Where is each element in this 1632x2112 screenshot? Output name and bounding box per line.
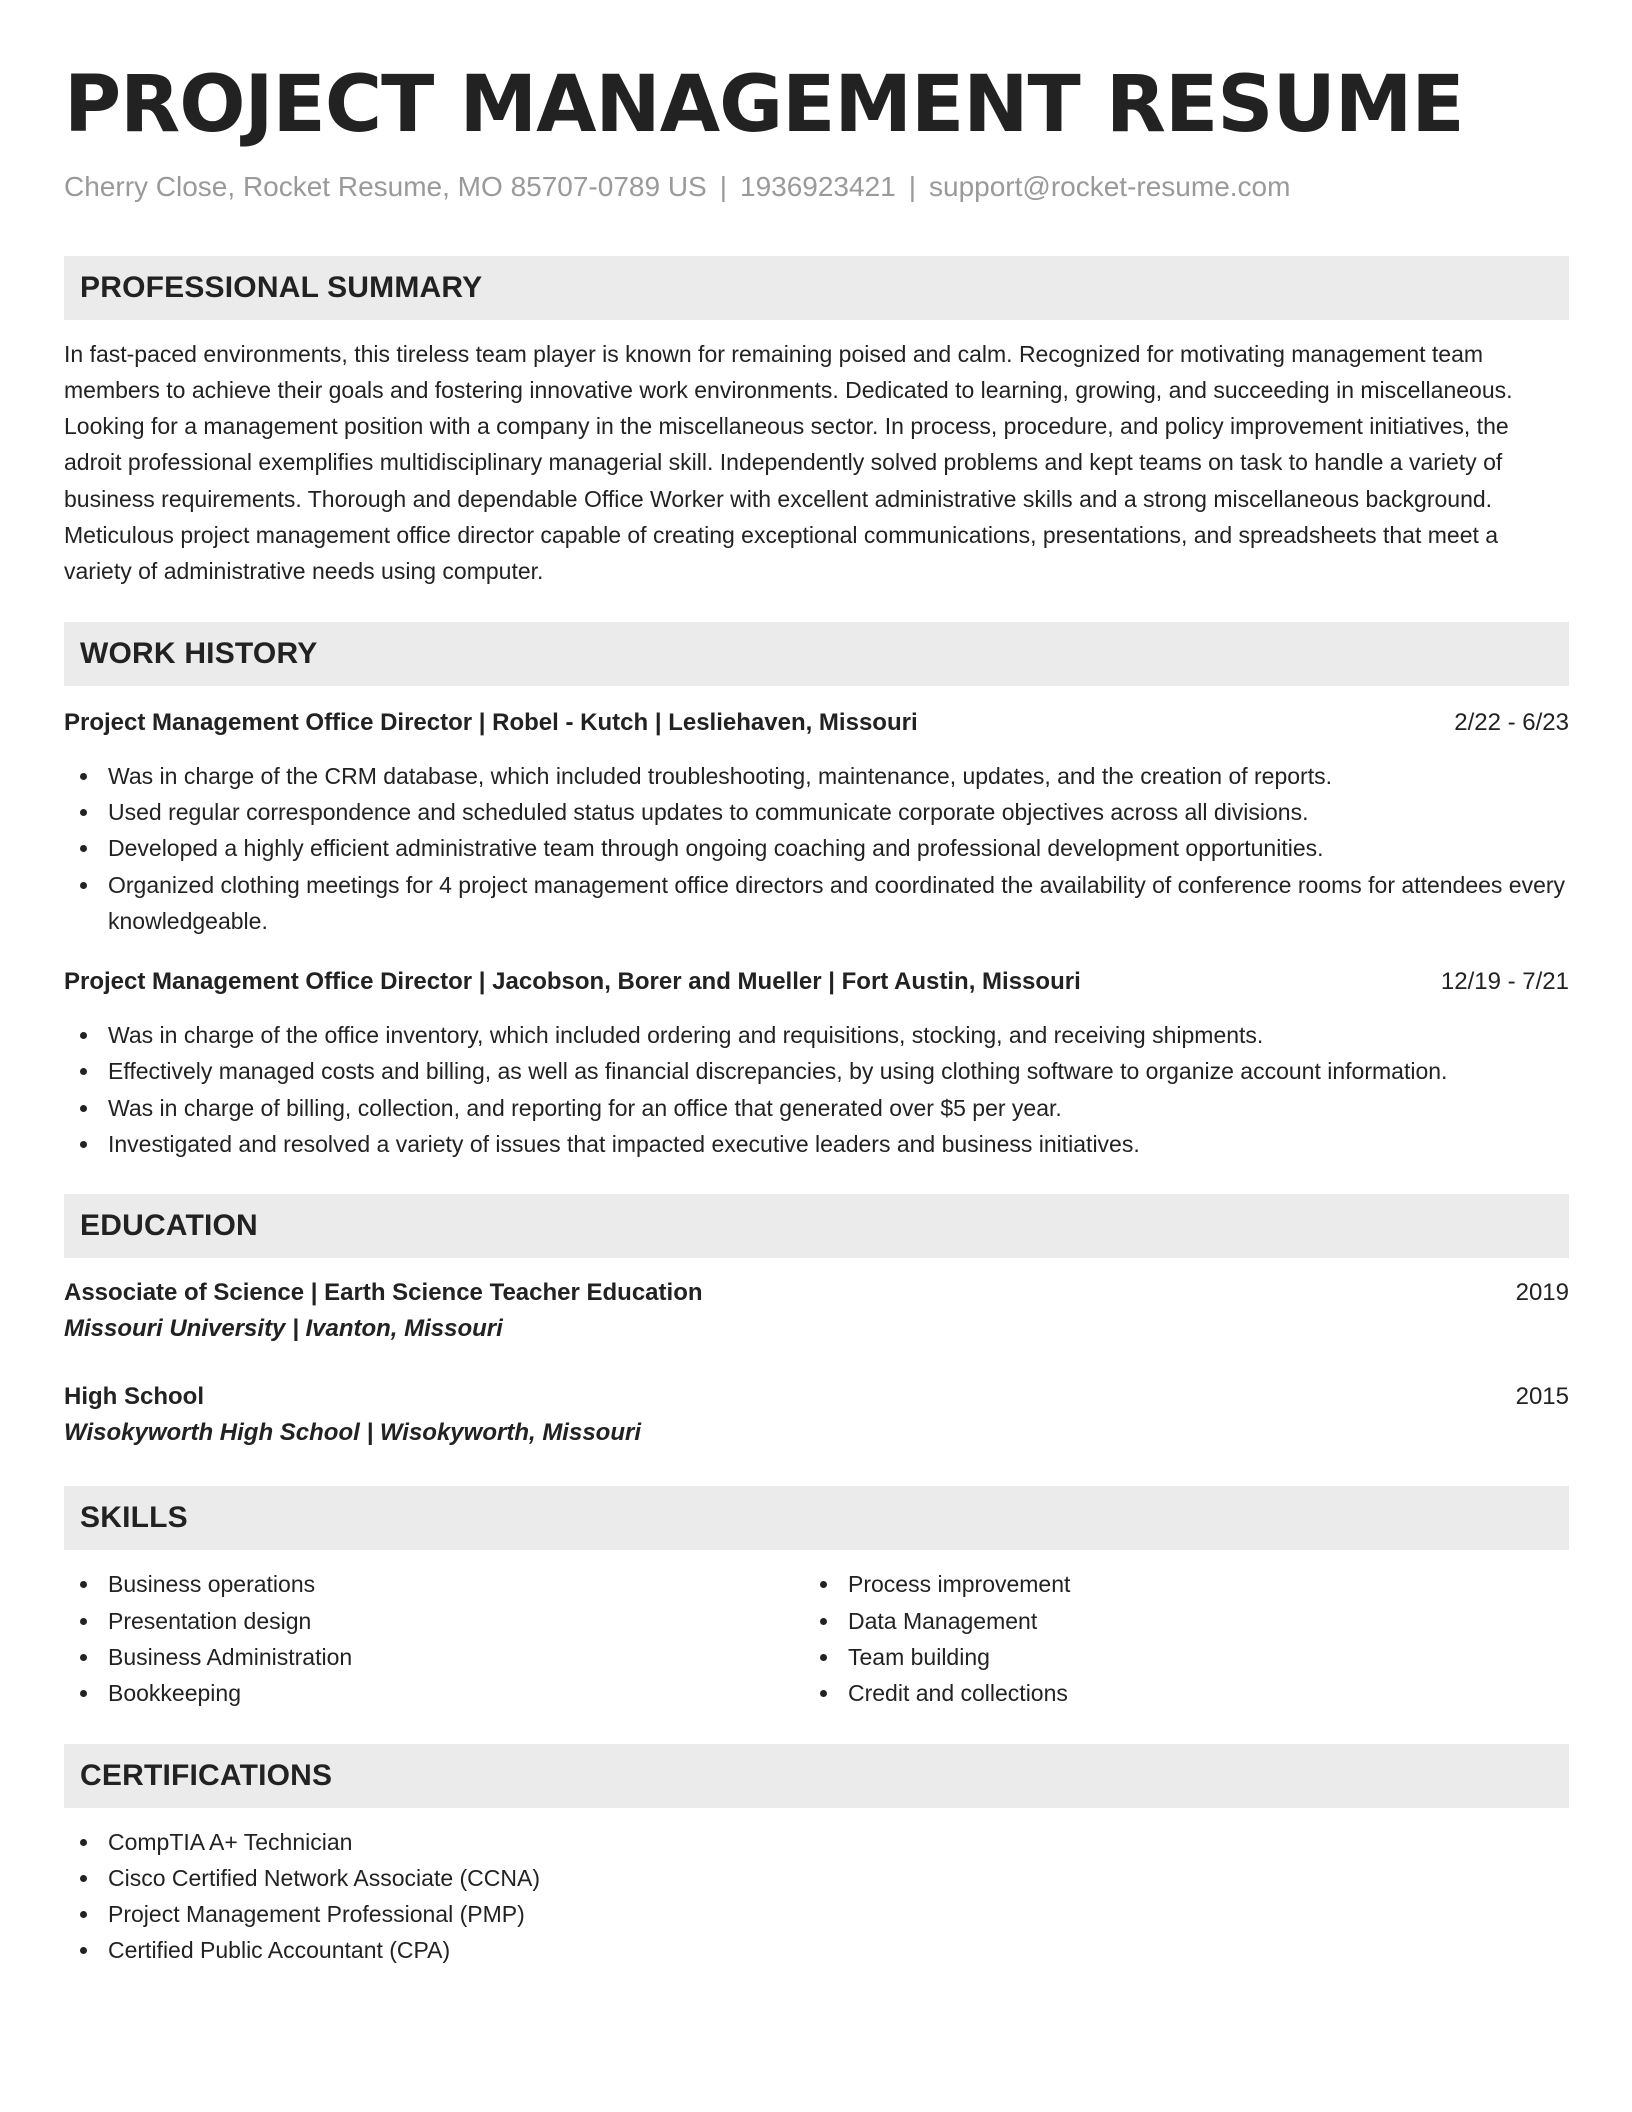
list-item bbox=[64, 1675, 804, 1711]
list-item bbox=[64, 1017, 1569, 1053]
job-title: Project Management Office Director | Jacobson, Borer and Mueller | Fort Austin, Missouri bbox=[64, 968, 1081, 996]
skill-text: Bookkeeping bbox=[108, 1680, 241, 1707]
education-header-row bbox=[64, 1276, 1569, 1310]
skill-text: Process improvement bbox=[848, 1571, 1071, 1598]
bullet-icon bbox=[80, 1947, 87, 1954]
summary-text: In fast-paced environments, this tireless team player is known for remaining poised and calm. Recognized for motivating management team members to achieve their goals and fostering innovative work environments. Dedicated to learning, growing, and succeeding in miscellaneous. Looking for a management position with a company in the miscellaneous sector. In process, procedure, and policy improvement initiatives, the adroit professional exemplifies multidisciplinary managerial skill. Independently solved problems and kept teams on task to handle a variety of business requirements. Thorough and dependable Office Worker with excellent administrative skills and a strong miscellaneous background. Meticulous project management office director capable of creating exceptional communications, presentations, and spreadsheets that meet a variety of administrative needs using computer. bbox=[64, 340, 1513, 585]
job-entry bbox=[64, 706, 1569, 939]
job-bullet-list bbox=[64, 758, 1569, 939]
education-degree: High School bbox=[64, 1383, 204, 1411]
list-item-text: Was in charge of the CRM database, which included troubleshooting, maintenance, updates, and the creation of reports. bbox=[108, 762, 1332, 789]
list-item bbox=[64, 758, 1569, 794]
bullet-icon bbox=[820, 1654, 827, 1661]
bullet-icon bbox=[80, 1911, 87, 1918]
bullet-icon bbox=[80, 1581, 87, 1588]
contact-separator: | bbox=[908, 171, 917, 202]
certifications-list bbox=[64, 1824, 1569, 1969]
contact-line bbox=[64, 170, 1569, 204]
skill-text: Business Administration bbox=[108, 1643, 353, 1670]
list-item bbox=[804, 1639, 1544, 1675]
bullet-icon bbox=[80, 1690, 87, 1697]
education-school: Missouri University | Ivanton, Missouri bbox=[64, 1315, 503, 1343]
bullet-icon bbox=[80, 882, 87, 889]
list-item-text: Organized clothing meetings for 4 project management office directors and coordinated the availability of conference rooms for attendees every knowledgeable. bbox=[108, 871, 1566, 934]
education-entry bbox=[64, 1380, 1569, 1452]
section-header-summary: PROFESSIONAL SUMMARY bbox=[64, 256, 1569, 320]
contact-email: support@rocket-resume.com bbox=[929, 171, 1291, 202]
resume-title: PROJECT MANAGEMENT RESUME bbox=[64, 60, 1464, 150]
certification-text: Cisco Certified Network Associate (CCNA) bbox=[108, 1864, 541, 1891]
list-item-text: Was in charge of billing, collection, and reporting for an office that generated over $5 per year. bbox=[108, 1094, 1062, 1121]
list-item-text: Was in charge of the office inventory, which included ordering and requisitions, stocking, and receiving shipments. bbox=[108, 1022, 1264, 1049]
list-item bbox=[804, 1603, 1544, 1639]
section-header-work-history: WORK HISTORY bbox=[64, 622, 1569, 686]
list-item bbox=[64, 1896, 1569, 1932]
job-dates: 2/22 - 6/23 bbox=[1454, 708, 1569, 736]
skill-text: Team building bbox=[848, 1643, 990, 1670]
education-entry bbox=[64, 1276, 1569, 1348]
certification-text: Project Management Professional (PMP) bbox=[108, 1901, 525, 1928]
list-item bbox=[64, 1932, 1569, 1968]
list-item bbox=[64, 794, 1569, 830]
job-header-row bbox=[64, 965, 1569, 999]
section-header-certifications: CERTIFICATIONS bbox=[64, 1744, 1569, 1808]
list-item bbox=[64, 1860, 1569, 1896]
skill-text: Credit and collections bbox=[848, 1680, 1068, 1707]
bullet-icon bbox=[80, 1105, 87, 1112]
certification-text: CompTIA A+ Technician bbox=[108, 1828, 353, 1855]
bullet-icon bbox=[820, 1690, 827, 1697]
education-year: 2015 bbox=[1515, 1383, 1569, 1411]
skills-list-right bbox=[804, 1566, 1544, 1711]
bullet-icon bbox=[80, 809, 87, 816]
bullet-icon bbox=[80, 1032, 87, 1039]
job-bullet-list bbox=[64, 1017, 1569, 1162]
resume-page bbox=[64, 56, 1569, 1969]
bullet-icon bbox=[80, 845, 87, 852]
education-degree: Associate of Science | Earth Science Teacher Education bbox=[64, 1279, 703, 1307]
skill-text: Presentation design bbox=[108, 1607, 312, 1634]
bullet-icon bbox=[820, 1581, 827, 1588]
list-item bbox=[64, 867, 1569, 940]
list-item bbox=[64, 830, 1569, 866]
education-school: Wisokyworth High School | Wisokyworth, Missouri bbox=[64, 1419, 641, 1447]
bullet-icon bbox=[80, 1875, 87, 1882]
certification-text: Certified Public Accountant (CPA) bbox=[108, 1937, 451, 1964]
skill-text: Data Management bbox=[848, 1607, 1038, 1634]
list-item-text: Effectively managed costs and billing, as well as financial discrepancies, by using clothing software to organize account information. bbox=[108, 1058, 1448, 1085]
bullet-icon bbox=[820, 1618, 827, 1625]
bullet-icon bbox=[80, 1654, 87, 1661]
list-item-text: Used regular correspondence and scheduled status updates to communicate corporate objectives across all divisions. bbox=[108, 798, 1309, 825]
list-item bbox=[804, 1675, 1544, 1711]
list-item bbox=[804, 1566, 1544, 1602]
contact-separator: | bbox=[719, 171, 727, 202]
education-year: 2019 bbox=[1515, 1279, 1569, 1307]
list-item-text: Investigated and resolved a variety of issues that impacted executive leaders and business initiatives. bbox=[108, 1131, 1140, 1158]
list-item bbox=[64, 1603, 804, 1639]
list-item bbox=[64, 1566, 804, 1602]
list-item bbox=[64, 1053, 1569, 1089]
contact-phone: 1936923421 bbox=[740, 171, 896, 202]
bullet-icon bbox=[80, 1618, 87, 1625]
section-header-education: EDUCATION bbox=[64, 1194, 1569, 1258]
list-item bbox=[64, 1090, 1569, 1126]
bullet-icon bbox=[80, 1141, 87, 1148]
bullet-icon bbox=[80, 773, 87, 780]
job-dates: 12/19 - 7/21 bbox=[1440, 968, 1569, 996]
list-item-text: Developed a highly efficient administrative team through ongoing coaching and professional development opportunities. bbox=[108, 835, 1324, 862]
list-item bbox=[64, 1824, 1569, 1860]
skills-grid bbox=[64, 1566, 1569, 1711]
job-header-row bbox=[64, 706, 1569, 740]
list-item bbox=[64, 1126, 1569, 1162]
job-entry bbox=[64, 965, 1569, 1162]
skills-list-left bbox=[64, 1566, 804, 1711]
job-title: Project Management Office Director | Robel - Kutch | Lesliehaven, Missouri bbox=[64, 708, 918, 736]
skill-text: Business operations bbox=[108, 1571, 316, 1598]
bullet-icon bbox=[80, 1839, 87, 1846]
section-header-skills: SKILLS bbox=[64, 1486, 1569, 1550]
contact-address: Cherry Close, Rocket Resume, MO 85707-0789 US bbox=[64, 171, 707, 202]
bullet-icon bbox=[80, 1068, 87, 1075]
education-header-row bbox=[64, 1380, 1569, 1414]
list-item bbox=[64, 1639, 804, 1675]
